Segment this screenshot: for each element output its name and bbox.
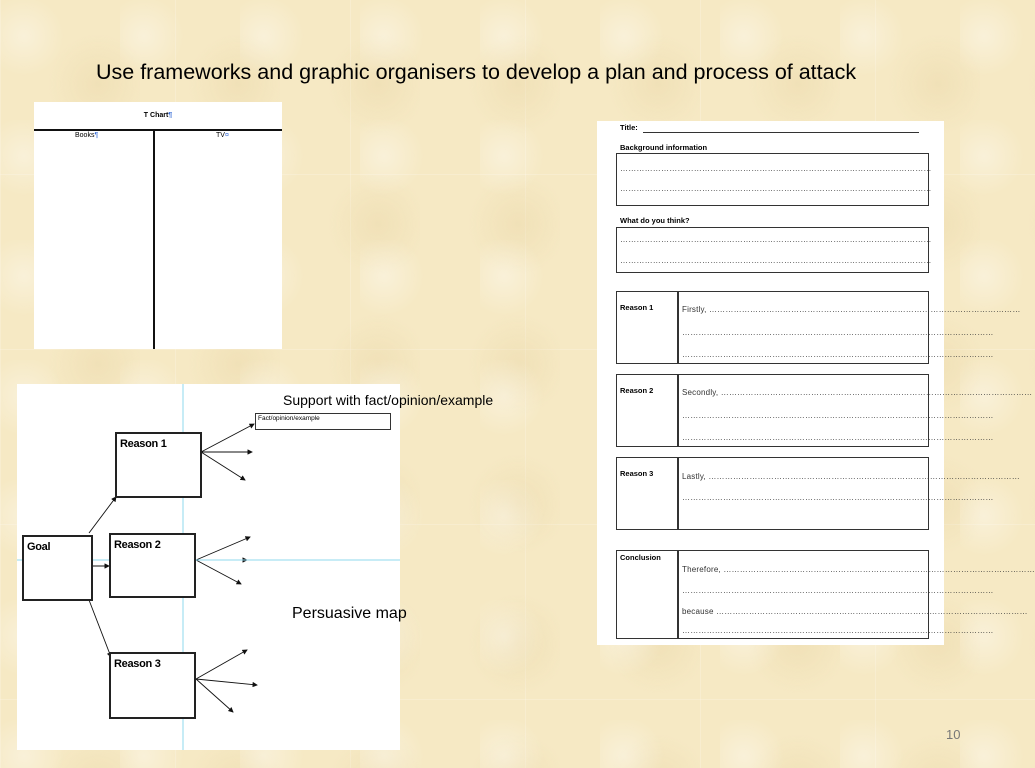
dotted-line: …………………………………………………………………………………………………… [620,256,932,265]
page-number: 10 [946,727,961,742]
column-label-tv: TV [216,132,225,139]
background-information-label: Background information [620,143,708,152]
reason3-branch-arrow [196,679,233,712]
reason1-line-1 [682,305,1021,314]
reason2-branch-arrow [196,537,250,560]
dotted-line: …………………………………………………………………………………………………… [716,607,1028,616]
reason3-branch-arrow [196,650,247,679]
t-chart-column-books [75,132,98,139]
t-chart-column-tv [216,132,229,139]
conclusion-line-3 [682,607,1028,616]
reason3-section [616,457,1020,530]
dotted-line: …………………………………………………………………………………………………… [682,433,994,442]
frame-title-line [643,131,919,133]
dotted-line: …………………………………………………………………………………………………… [682,586,994,595]
t-chart-title-text: T Chart [143,112,169,119]
pilcrow-mark: ¶ [168,112,173,119]
dotted-line: …………………………………………………………………………………………………… [682,411,994,420]
conclusion-line-1 [682,565,1035,574]
reason2-box: Reason 2 [109,533,196,598]
support-caption: Support with fact/opinion/example [283,392,494,408]
goal-to-reason1-arrow [89,497,116,533]
cell-mark: ¤ [224,132,229,139]
writing-frame [597,121,1035,645]
reason3-label: Reason 3 [620,469,654,478]
dotted-line: …………………………………………………………………………………………………… [620,184,932,193]
t-chart-horizontal-line [34,129,282,131]
dotted-line: …………………………………………………………………………………………………… [720,388,1033,397]
secondly-text: Secondly, [682,388,721,397]
dotted-line: …………………………………………………………………………………………………… [620,235,932,244]
fact-opinion-example-box: Fact/opinion/example [255,413,391,430]
lastly-text: Lastly, [682,472,709,481]
background-information-box [616,153,932,206]
dotted-line: …………………………………………………………………………………………………… [620,164,932,173]
goal-to-reason3-arrow [89,600,111,657]
reason1-branch-arrow [201,424,254,452]
reason2-section [616,374,1033,447]
what-do-you-think-box [616,227,932,273]
t-chart-vertical-line [153,129,155,349]
because-text: because [682,607,717,616]
column-label-books: Books [75,132,95,139]
persuasive-map [17,384,400,750]
therefore-text: Therefore, [682,565,724,574]
reason2-label: Reason 2 [620,386,654,395]
reason1-section [616,291,1021,364]
reason1-branch-arrow [201,452,245,480]
reason3-branch-arrow [196,679,257,685]
slide-title: Use frameworks and graphic organisers to develop a plan and process of attack [96,60,857,84]
reason1-label: Reason 1 [620,303,654,312]
firstly-text: Firstly, [682,305,709,314]
section-divider [677,551,679,638]
dotted-line: …………………………………………………………………………………………………… [682,626,994,635]
dotted-line: …………………………………………………………………………………………………… [708,472,1020,481]
conclusion-label: Conclusion [620,553,661,562]
what-do-you-think-label: What do you think? [620,216,690,225]
t-chart-title [34,112,282,119]
reason2-branch-arrow [196,560,241,584]
section-divider [677,458,679,529]
pilcrow-mark: ¶ [94,132,99,139]
dotted-line: …………………………………………………………………………………………………… [682,328,994,337]
section-divider [677,375,679,446]
reason3-line-1 [682,472,1020,481]
reason3-box: Reason 3 [109,652,196,719]
dotted-line: …………………………………………………………………………………………………… [708,305,1021,314]
persuasive-map-caption: Persuasive map [292,605,407,622]
goal-box: Goal [22,535,93,601]
conclusion-section [616,550,1035,639]
dotted-line: …………………………………………………………………………………………………… [682,493,994,502]
dotted-line: …………………………………………………………………………………………………… [682,350,994,359]
reason1-box: Reason 1 [115,432,202,498]
frame-title-label: Title: [620,123,638,132]
dotted-line: …………………………………………………………………………………………………… [723,565,1035,574]
reason2-line-1 [682,388,1033,397]
t-chart [34,102,282,349]
section-divider [677,292,679,363]
